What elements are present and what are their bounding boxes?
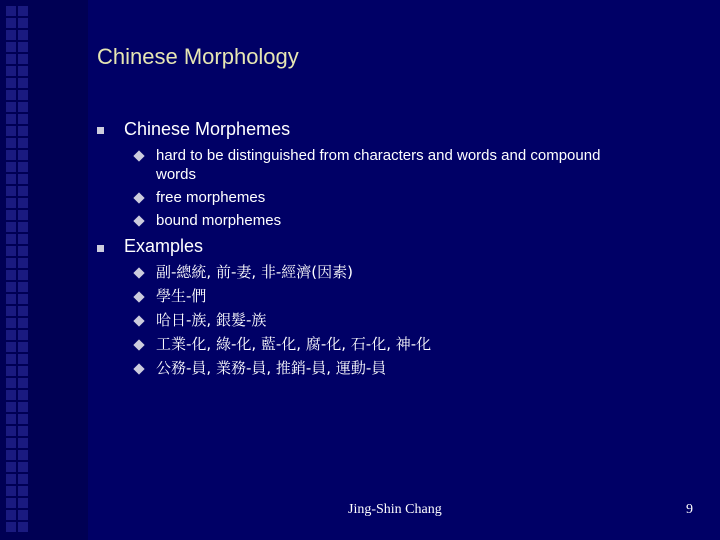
example-line: 副-總統, 前-妻, 非-經濟(因素) — [156, 263, 354, 281]
diamond-bullet-icon — [133, 215, 144, 226]
bullet-chinese-morphemes: Chinese Morphemes — [124, 119, 291, 139]
footer-author: Jing-Shin Chang — [348, 502, 442, 517]
diamond-bullet-icon — [133, 339, 144, 350]
diamond-bullet-icon — [133, 267, 144, 278]
diamond-bullet-icon — [133, 291, 144, 302]
slide-title: Chinese Morphology — [97, 44, 299, 69]
diamond-bullet-icon — [133, 363, 144, 374]
example-line: 哈日-族, 銀髮-族 — [156, 311, 267, 329]
decorative-left-strip — [0, 0, 88, 540]
diamond-bullet-icon — [133, 192, 144, 203]
square-bullet-icon — [97, 245, 104, 252]
decorative-grid-pattern — [6, 6, 28, 534]
sub-bullet-text: hard to be distinguished from characters and words and compound — [156, 147, 601, 164]
sub-bullet-text: bound morphemes — [156, 212, 282, 229]
bullet-examples: Examples — [124, 236, 204, 256]
page-number: 9 — [686, 502, 693, 517]
square-bullet-icon — [97, 127, 104, 134]
diamond-bullet-icon — [133, 150, 144, 161]
example-line: 學生-們 — [156, 287, 207, 305]
sub-bullet-text: free morphemes — [156, 189, 266, 206]
diamond-bullet-icon — [133, 315, 144, 326]
example-line: 工業-化, 綠-化, 藍-化, 腐-化, 石-化, 神-化 — [156, 335, 432, 353]
example-line: 公務-員, 業務-員, 推銷-員, 運動-員 — [156, 359, 387, 377]
sub-bullet-text-continuation: words — [156, 166, 197, 183]
